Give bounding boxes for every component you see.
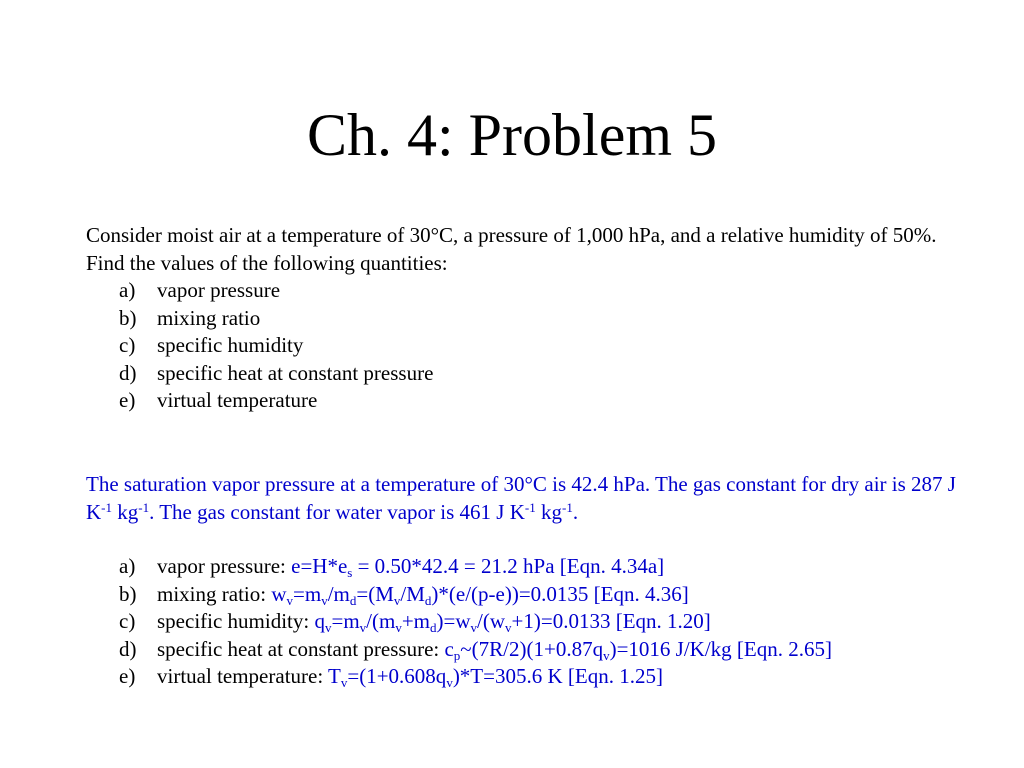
slide-title: Ch. 4: Problem 5 [306,102,717,168]
answer-formula: $e=H*e_s = 0.50*42.4 = 21.2$ hPa [Eqn. 4.34a] [291,554,665,580]
question-label: virtual temperature [157,388,318,412]
answer-item-vapor-pressure [86,553,986,581]
answer-label: specific heat at constant pressure: [157,636,445,661]
question-item [86,305,966,333]
list-marker: a) [119,278,136,302]
list-marker: b) [119,581,137,606]
question-label: specific humidity [157,333,304,357]
list-marker: e) [119,388,136,412]
answer-item-mixing-ratio [86,581,986,609]
question-item [86,360,966,388]
answer-label: virtual temperature: [157,664,329,688]
given-exponent: -1 [524,499,536,515]
list-marker: a) [119,554,136,578]
question-list [86,277,966,415]
question-item [86,332,966,360]
answer-item-virtual-temperature [86,663,986,691]
question-item [86,387,966,415]
answer-item-specific-humidity [86,608,986,636]
question-label: vapor pressure [157,278,281,302]
question-label: mixing ratio [157,305,261,330]
list-marker: e) [119,664,136,688]
list-marker: c) [119,333,136,357]
answer-label: vapor pressure: [157,554,292,578]
list-marker: c) [119,609,136,633]
given-text: . [572,499,579,524]
given-text: . The gas constant for water vapor is 461 J K [149,499,525,524]
problem-statement-block [86,222,966,415]
list-marker: d) [119,636,137,661]
problem-statement: Consider moist air at a temperature of 30°C, a pressure of 1,000 hPa, and a relative humidity of 50%. Find the values of the following quantities: [86,223,937,275]
answer-list [86,553,986,691]
given-exponent: -1 [561,499,573,515]
answer-formula: $q_v=m_v/(m_v+m_d)=w_v/(w_v+1)=0.0133$ [Eqn. 1.20] [314,609,711,635]
given-text: kg [112,499,139,524]
given-exponent: -1 [101,499,113,515]
list-marker: b) [119,305,137,330]
given-text: The saturation vapor pressure at a temperature of 30°C is 42.4 hPa. The gas constant for dry air is 287 J K [86,472,956,524]
given-constants-paragraph [86,471,966,526]
answer-item-specific-heat [86,636,986,664]
answer-formula: $c_p\sim(7R/2)(1+0.87q_v)=1016$ J/K/kg [Eqn. 2.65] [444,636,832,663]
question-label: specific heat at constant pressure [157,360,434,385]
answer-formula: $T_v=(1+0.608q_v)*T=305.6$ K [Eqn. 1.25] [328,664,663,690]
given-text: kg [535,499,562,524]
list-marker: d) [119,360,137,385]
given-exponent: -1 [138,499,150,515]
answer-label: specific humidity: [157,609,315,633]
question-item [86,277,966,305]
answer-formula: $w_v=m_v/m_d=(M_v/M_d)*(e/(p-e))=0.0135$ [Eqn. 4.36] [271,581,689,608]
answer-label: mixing ratio: [157,581,272,606]
